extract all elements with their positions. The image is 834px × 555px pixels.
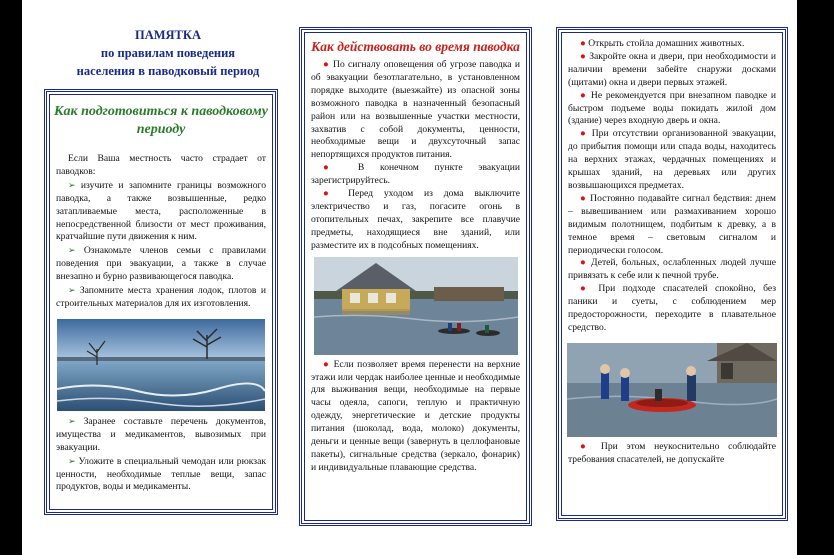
arrow-icon: ➢ xyxy=(68,285,80,296)
panel-during-flood xyxy=(299,27,532,526)
panel-preparation xyxy=(44,89,278,515)
cont-bullet-7: При подходе спасателей спокойно, без паники и суеты, с соблюдением мер предосторожности, переходите в плавательное средство. xyxy=(568,283,776,333)
cont-bullet-2: Закройте окна и двери, при необходимости и наличии времени забейте снаружи досками (щитами) окна и двери первых этажей. xyxy=(568,50,776,88)
flood-bullet-4: Если позволяет время перенести на верхние этажи или чердак наиболее ценные и необходимые для выживания вещи, необходимые на первые часы одеяла, сапоги, теплую и практичную одежду, энергетические и детские продукты питания (шоколад, вода, молоко) документы, деньги и ценные вещи (завернуть в целлофановые пакеты), сигнальные средства (зеркало, фонарик) и индивидуальные плавающие средства. xyxy=(311,358,520,473)
flooded-lake-photo xyxy=(57,319,265,411)
cont-bullet-1: Открыть стойла домашних животных. xyxy=(588,38,745,49)
arrow-icon: ➢ xyxy=(68,455,79,466)
bullet-dot-icon: ● xyxy=(323,188,349,200)
bullet-dot-icon: ● xyxy=(580,440,601,452)
bullet-dot-icon: ● xyxy=(580,50,590,62)
prep-bullet-4: Заранее составьте перечень документов, имущества и медикаментов, вывозимых при эвакуации. xyxy=(56,415,266,453)
cont-bullet-4: При отсутствии организованной эвакуации, до прибытия помощи или спада воды, находитесь на верхних этажах, чердачных помещениях и крышах зданий, на деревьях или других возвышающихся предметах. xyxy=(568,128,776,191)
bullet-dot-icon: ● xyxy=(580,283,599,295)
leaflet-title xyxy=(62,26,274,80)
prep-bullet-2: Ознакомьте членов семьи с правилами поведения при эвакуации, а также в случае внезапно и бурно развивающегося паводка. xyxy=(56,245,267,283)
arrow-icon: ➢ xyxy=(68,179,81,190)
preparation-intro: Если Ваша местность часто страдает от паводков: xyxy=(56,153,266,177)
leaflet-page xyxy=(22,0,797,555)
cont-bullet-6: Детей, больных, ослабленных людей лучше привязать к себе или к печной трубе. xyxy=(568,257,776,282)
panel-continued xyxy=(556,27,788,521)
prep-bullet-1: изучите и запомните границы возможного паводка, а также возвышенные, редко затапливаемые места, расположенные в непосредственной близости от мест проживания, кратчайшие пути движения к ним. xyxy=(56,179,266,243)
cont-bullet-8: При этом неукоснительно соблюдайте требования спасателей, не допускайте xyxy=(568,440,776,465)
rescue-boat-photo xyxy=(567,343,777,437)
title-line-2: по правилам поведения xyxy=(100,46,236,60)
flooded-house-photo xyxy=(314,257,518,355)
bullet-dot-icon: ● xyxy=(580,89,591,101)
bullet-dot-icon: ● xyxy=(323,162,358,174)
arrow-icon: ➢ xyxy=(68,415,84,426)
bullet-dot-icon: ● xyxy=(323,358,334,370)
arrow-icon: ➢ xyxy=(68,245,84,256)
flood-bullet-2: В конечном пункте эвакуации зарегистрируйтесь. xyxy=(311,162,520,187)
bullet-dot-icon: ● xyxy=(323,59,334,70)
bullet-dot-icon: ● xyxy=(580,257,592,269)
bullet-dot-icon: ● xyxy=(580,128,592,140)
flood-bullet-1: По сигналу оповещения об угрозе паводка и об эвакуации безотлагательно, в установленном порядке выходите (выезжайте) из опасной зоны возможного паводка в назначенный безопасный район или на возвышенные участки местности, захватив с собой документы, ценности, необходимые вещи и двухсуточный запас непортящихся продуктов питания. xyxy=(311,59,520,161)
preparation-heading: Как подготовиться к паводковому периоду xyxy=(54,104,268,137)
title-line-1: ПАМЯТКА xyxy=(134,28,201,42)
flood-bullet-3: Перед уходом из дома выключите электричество и газ, погасите огонь в отопительных печах, закрепите все плавучие предметы, находящиеся вне зданий, или разместите их в подсобных помещениях. xyxy=(311,188,520,251)
prep-bullet-3: Запомните места хранения лодок, плотов и строительных материалов для их изготовления. xyxy=(56,285,267,309)
cont-bullet-3: Не рекомендуется при внезапном паводке и быстром подъеме воды покидать жилой дом (здание) через входную дверь и окна. xyxy=(568,89,776,127)
during-flood-heading: Как действовать во время паводка xyxy=(311,39,520,54)
title-line-3: населения в паводковый период xyxy=(76,64,260,78)
bullet-dot-icon: ● xyxy=(580,192,591,204)
prep-bullet-5: Уложите в специальный чемодан или рюкзак ценности, необходимые теплые вещи, запас продуктов, воды и медикаменты. xyxy=(56,455,266,493)
cont-bullet-5: Постоянно подавайте сигнал бедствия: днем – вывешиванием или размахиванием хорошо видимым полотнищем, подбитым к древку, а в темное время – световым сигналом и периодически голосом. xyxy=(568,192,776,256)
bullet-dot-icon: ● xyxy=(580,38,589,49)
